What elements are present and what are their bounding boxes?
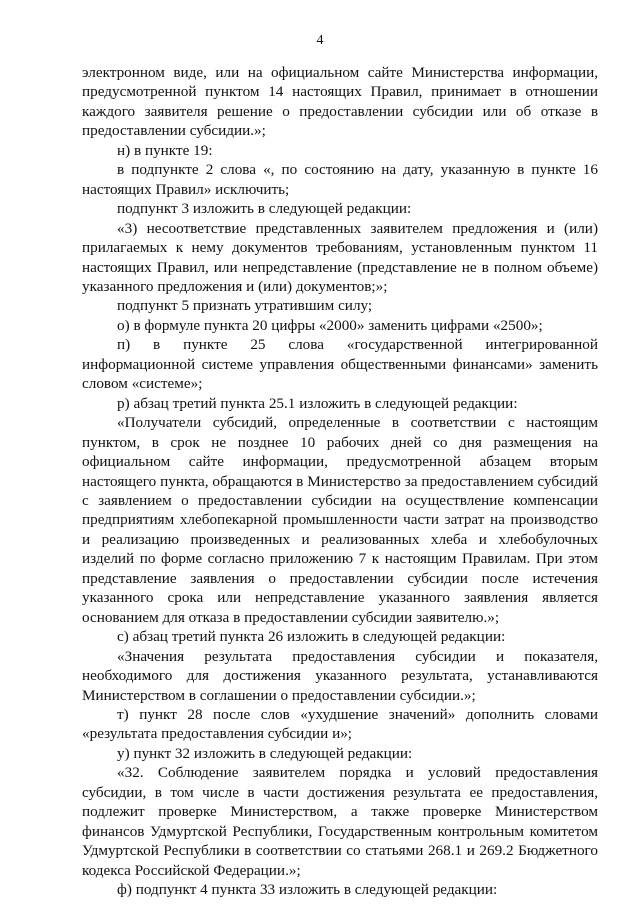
page-number: 4 — [316, 33, 324, 48]
paragraph: о) в формуле пункта 20 цифры «2000» заменить цифрами «2500»; — [117, 316, 543, 334]
paragraph: р) абзац третий пункта 25.1 изложить в следующей редакции: — [117, 394, 518, 412]
paragraph: «32. Соблюдение заявителем порядка и условий предоставления субсидии, в том числе в части достижения результата ее предоставления, подлежит проверке Министерством, а также проверке Министерством финансов Удмуртской Республики, Государственным контрольным комитетом Удмуртской Республики в соответствии со статьями 268.1 и 269.2 Бюджетного кодекса Российской Федерации.»; — [82, 764, 598, 879]
document-body — [82, 63, 598, 899]
paragraph: ф) подпункт 4 пункта 33 изложить в следующей редакции: — [117, 881, 498, 899]
paragraph: н) в пункте 19: — [117, 141, 213, 159]
paragraph: у) пункт 32 изложить в следующей редакции: — [117, 744, 413, 762]
paragraph: электронном виде, или на официальном сайте Министерства информации, предусмотренной пунктом 14 настоящих Правил, принимает в отношении каждого заявителя решение о предоставлении субсидии или об отказе в предоставлении субсидии.»; — [82, 64, 598, 140]
paragraph: п) в пункте 25 слова «государственной интегрированной информационной системе управления общественными финансами» заменить словом «системе»; — [82, 336, 598, 393]
paragraph: с) абзац третий пункта 26 изложить в следующей редакции: — [117, 628, 506, 646]
paragraph: «Получатели субсидий, определенные в соответствии с настоящим пунктом, в срок не позднее 10 рабочих дней со дня размещения на официальном сайте информации, предусмотренной абзацем вторым настоящего пункта, обращаются в Министерство за предоставлением субсидий с заявлением о предоставлении субсидии на осуществление компенсации предприятиям хлебопекарной промышленности части затрат на производство и реализацию произведенных и реализованных хлеба и хлебобулочных изделий по форме согласно приложению 7 к настоящим Правилам. При этом представление заявления о предоставлении субсидии после истечения указанного срока или непредставление указанного заявления является основанием для отказа в предоставлении субсидии заявителю.»; — [82, 414, 598, 626]
paragraph: в подпункте 2 слова «, по состоянию на дату, указанную в пункте 16 настоящих Правил» исключить; — [82, 161, 598, 198]
paragraph: «3) несоответствие представленных заявителем предложения и (или) прилагаемых к нему документов требованиям, установленным пунктом 11 настоящих Правил, или непредставление (представление не в полном объеме) указанного предложения и (или) документов;»; — [82, 219, 598, 295]
paragraph: подпункт 3 изложить в следующей редакции: — [117, 200, 412, 218]
paragraph: т) пункт 28 после слов «ухудшение значений» дополнить словами «результата предоставления субсидии и»; — [82, 705, 598, 743]
paragraph: «Значения результата предоставления субсидии и показателя, необходимого для достижения указанного результата, устанавливаются Министерством в соглашении о предоставлении субсидии.»; — [82, 647, 598, 704]
paragraph: подпункт 5 признать утратившим силу; — [117, 297, 373, 315]
